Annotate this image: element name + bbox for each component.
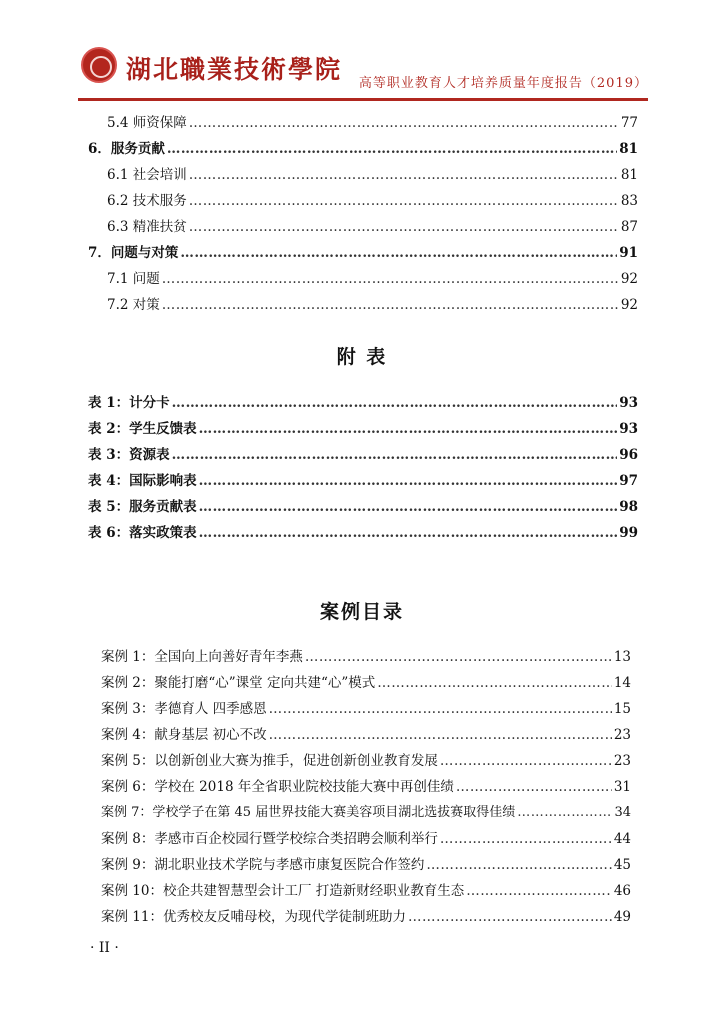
case-entry[interactable]: 案例 8：孝感市百企校园行暨学校综合类招聘会顺利举行 …………………………………………………………………………………………………………………………………………………………………… 44 <box>101 826 631 848</box>
toc-entry[interactable]: 6.2 技术服务 …………………………………………………………………………………………………………………………………………………………………… 83 <box>107 188 638 210</box>
toc-entry[interactable]: 7.1 问题 …………………………………………………………………………………………………………………………………………………………………… 92 <box>107 266 638 288</box>
case-entry[interactable]: 案例 2：聚能打磨“心”课堂 定向共建“心”模式 …………………………………………………………………………………………………………………………………………………………………… 14 <box>101 670 631 692</box>
appendix-entry[interactable]: 表 4：国际影响表 …………………………………………………………………………………………………………………………………………………………………… 97 <box>88 468 638 490</box>
case-entry[interactable]: 案例 10：校企共建智慧型会计工厂 打造新财经职业教育生态 …………………………………………………………………………………………………………………………………………………………………… 46 <box>101 878 631 900</box>
appendix-entry[interactable]: 表 2：学生反馈表 …………………………………………………………………………………………………………………………………………………………………… 93 <box>88 416 638 438</box>
school-name: 湖北職業技術學院 <box>126 55 343 84</box>
school-seal-icon <box>81 47 117 83</box>
toc-entry[interactable]: 7.2 对策 …………………………………………………………………………………………………………………………………………………………………… 92 <box>107 292 638 314</box>
page-header <box>78 40 648 96</box>
page-number: · II · <box>90 940 119 956</box>
toc-entry[interactable]: 6．服务贡献 …………………………………………………………………………………………………………………………………………………………………… 81 <box>88 136 638 158</box>
toc-entry[interactable]: 6.1 社会培训 …………………………………………………………………………………………………………………………………………………………………… 81 <box>107 162 638 184</box>
appendix-title: 附 表 <box>336 346 388 368</box>
case-entry[interactable]: 案例 9：湖北职业技术学院与孝感市康复医院合作签约 …………………………………………………………………………………………………………………………………………………………………… 45 <box>101 852 631 874</box>
case-entry[interactable]: 案例 6：学校在 2018 年全省职业院校技能大赛中再创佳绩 …………………………………………………………………………………………………………………………………………………………………… 31 <box>101 774 631 796</box>
appendix-entry[interactable]: 表 1：计分卡 …………………………………………………………………………………………………………………………………………………………………… 93 <box>88 390 638 412</box>
case-entry[interactable]: 案例 7：学校学子在第 45 届世界技能大赛美容项目湖北选拔赛取得佳绩 …………………………………………………………………………………………………………………………………………………………………… 34 <box>101 800 631 822</box>
toc-entry[interactable]: 5.4 师资保障 …………………………………………………………………………………………………………………………………………………………………… 77 <box>107 110 638 132</box>
report-title: 高等职业教育人才培养质量年度报告（2019） <box>358 76 648 91</box>
case-entry[interactable]: 案例 11：优秀校友反哺母校，为现代学徒制班助力 …………………………………………………………………………………………………………………………………………………………………… 49 <box>101 904 631 926</box>
appendix-entry[interactable]: 表 3：资源表 …………………………………………………………………………………………………………………………………………………………………… 96 <box>88 442 638 464</box>
case-entry[interactable]: 案例 4：献身基层 初心不改 …………………………………………………………………………………………………………………………………………………………………… 23 <box>101 722 631 744</box>
toc-entry[interactable]: 6.3 精准扶贫 …………………………………………………………………………………………………………………………………………………………………… 87 <box>107 214 638 236</box>
appendix-entry[interactable]: 表 6：落实政策表 …………………………………………………………………………………………………………………………………………………………………… 99 <box>88 520 638 542</box>
toc-entry[interactable]: 7．问题与对策 …………………………………………………………………………………………………………………………………………………………………… 91 <box>88 240 638 262</box>
cases-title: 案例目录 <box>319 601 404 623</box>
case-entry[interactable]: 案例 1：全国向上向善好青年李燕 …………………………………………………………………………………………………………………………………………………………………… 13 <box>101 644 631 666</box>
case-entry[interactable]: 案例 3：孝德育人 四季感恩 …………………………………………………………………………………………………………………………………………………………………… 15 <box>101 696 631 718</box>
header-rule <box>78 98 648 101</box>
appendix-entry[interactable]: 表 5：服务贡献表 …………………………………………………………………………………………………………………………………………………………………… 98 <box>88 494 638 516</box>
case-entry[interactable]: 案例 5：以创新创业大赛为推手，促进创新创业教育发展 …………………………………………………………………………………………………………………………………………………………………… 23 <box>101 748 631 770</box>
